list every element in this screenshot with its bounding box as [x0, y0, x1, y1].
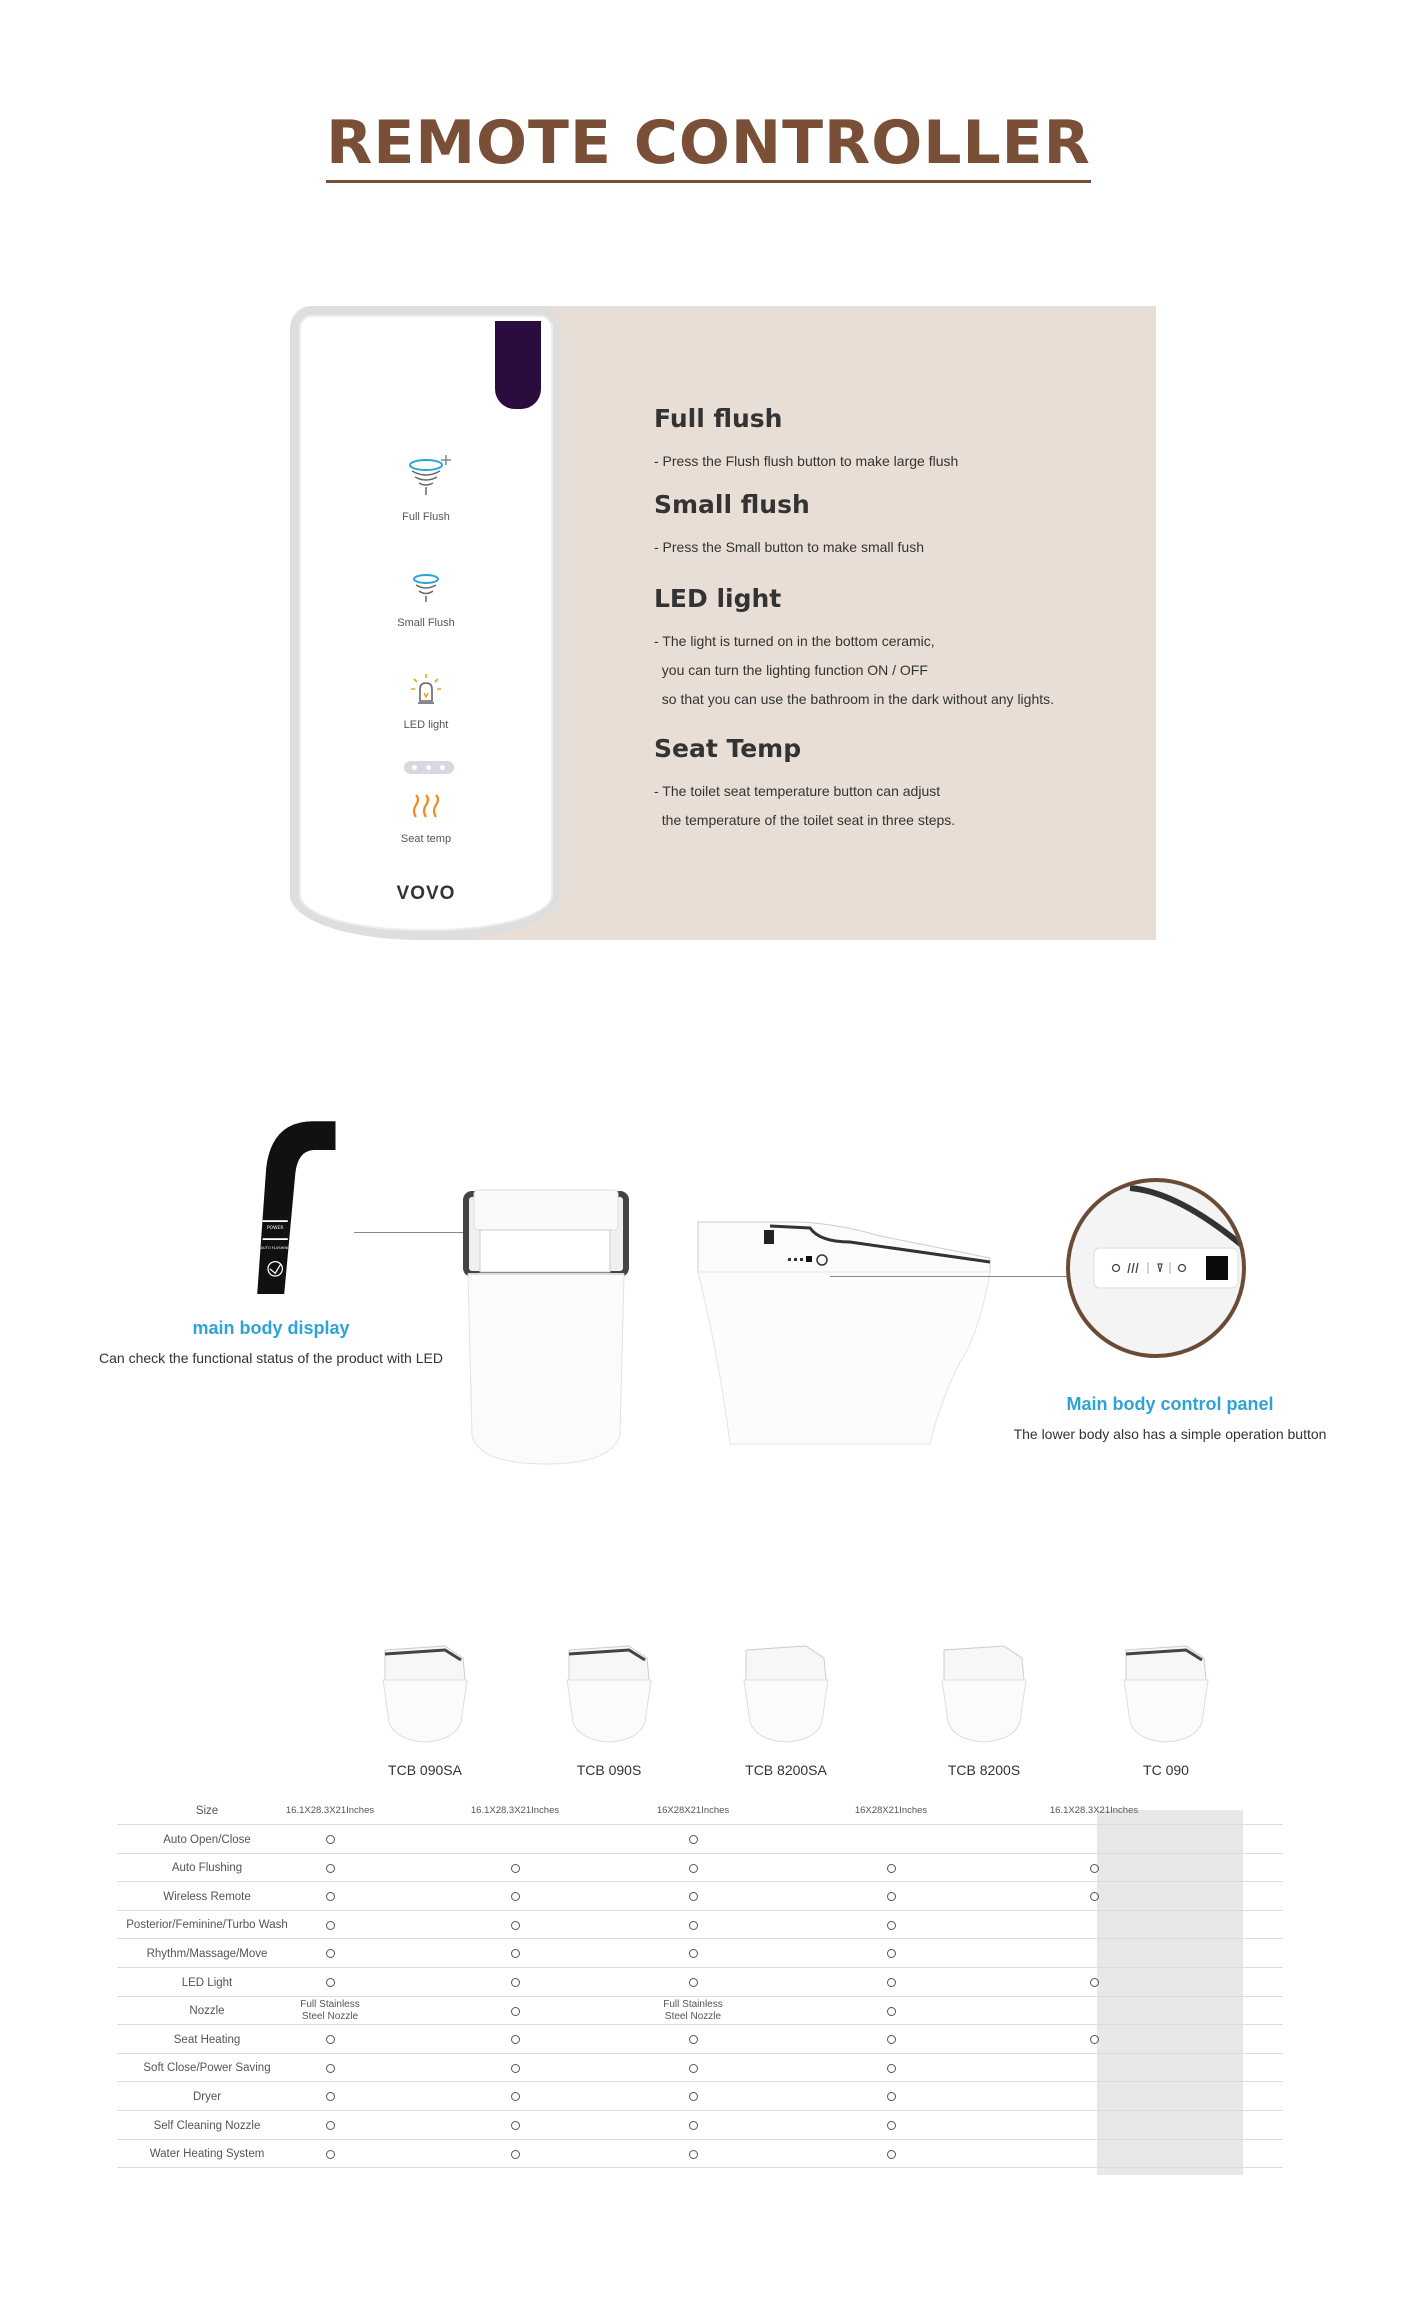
available-mark-icon — [511, 1949, 520, 1958]
remote-top-indicator — [495, 321, 541, 409]
table-row — [117, 2140, 1283, 2168]
available-mark-icon — [689, 2035, 698, 2044]
available-mark-icon — [326, 1978, 335, 1987]
table-row — [117, 1940, 1283, 1968]
control-panel-desc: The lower body also has a simple operation button — [1013, 1426, 1327, 1442]
table-row — [117, 2054, 1283, 2082]
small-flush-icon — [406, 571, 446, 605]
available-mark-icon — [326, 1864, 335, 1873]
product-name: TCB 090S — [576, 1762, 642, 1778]
table-row — [117, 2026, 1283, 2054]
table-cell — [806, 1969, 976, 1997]
feature-desc: - Press the Small button to make small fush — [654, 539, 924, 555]
table-cell — [1021, 2054, 1167, 2082]
feature-title: Small flush — [654, 490, 810, 519]
feature-desc: - The light is turned on in the bottom ceramic, you can turn the lighting function ON / OFF so that you can use the bathroom in the dark without any lights. — [654, 633, 1055, 707]
table-cell — [430, 1826, 600, 1854]
table-cell: Full Stainless Steel Nozzle — [663, 1999, 723, 2023]
table-cell: 16.1X28.3X21Inches — [1049, 1805, 1139, 1816]
available-mark-icon — [887, 2064, 896, 2073]
feature-title: Seat Temp — [654, 734, 802, 763]
table-cell — [245, 2054, 415, 2082]
table-cell — [608, 1911, 778, 1939]
led-light-icon — [406, 671, 446, 707]
row-label: LED Light — [181, 1976, 233, 1989]
remote-controller-image — [290, 306, 562, 940]
available-mark-icon — [326, 2035, 335, 2044]
available-mark-icon — [887, 1864, 896, 1873]
table-row — [117, 1854, 1283, 1882]
available-mark-icon — [689, 1835, 698, 1844]
available-mark-icon — [511, 2035, 520, 2044]
table-cell — [430, 1969, 600, 1997]
table-cell — [245, 2140, 415, 2168]
available-mark-icon — [887, 1892, 896, 1901]
available-mark-icon — [689, 1864, 698, 1873]
available-mark-icon — [1090, 2035, 1099, 2044]
available-mark-icon — [689, 1892, 698, 1901]
table-cell — [245, 1911, 415, 1939]
row-label: Water Heating System — [149, 2148, 265, 2161]
table-cell — [245, 1940, 415, 1968]
available-mark-icon — [511, 1921, 520, 1930]
table-cell — [245, 1826, 415, 1854]
table-cell — [1021, 1911, 1167, 1939]
available-mark-icon — [1090, 1864, 1099, 1873]
table-cell — [608, 1854, 778, 1882]
feature-full-flush — [654, 404, 958, 476]
available-mark-icon — [326, 2092, 335, 2101]
product-image — [706, 1640, 866, 1755]
table-cell — [1021, 1854, 1167, 1882]
feature-small-flush — [654, 490, 924, 562]
available-mark-icon — [887, 2092, 896, 2101]
feature-desc: - Press the Flush flush button to make large flush — [654, 453, 959, 469]
table-cell — [608, 1883, 778, 1911]
table-cell: 16.1X28.3X21Inches — [285, 1805, 375, 1816]
table-cell: 16X28X21Inches — [854, 1805, 928, 1816]
table-cell — [430, 2026, 600, 2054]
table-cell — [430, 1911, 600, 1939]
row-label: Wireless Remote — [163, 1890, 251, 1903]
product-name: TC 090 — [1143, 1762, 1189, 1778]
table-row — [117, 1911, 1283, 1939]
available-mark-icon — [887, 1921, 896, 1930]
available-mark-icon — [887, 2035, 896, 2044]
table-row — [117, 2112, 1283, 2140]
product-name: TCB 090SA — [388, 1762, 462, 1778]
available-mark-icon — [326, 1949, 335, 1958]
callout-line-panel — [830, 1276, 1076, 1277]
product-name: TCB 8200SA — [745, 1762, 827, 1778]
table-cell — [1021, 1826, 1167, 1854]
main-display-desc: Can check the functional status of the product with LED — [99, 1350, 443, 1366]
remote-led-light-button: LED light — [299, 671, 553, 733]
table-cell — [430, 2054, 600, 2082]
page-title: REMOTE CONTROLLER — [0, 108, 1417, 178]
table-cell — [430, 1854, 600, 1882]
available-mark-icon — [689, 1949, 698, 1958]
available-mark-icon — [689, 1978, 698, 1987]
remote-full-flush-button: Full Flush — [299, 455, 553, 525]
available-mark-icon — [689, 2121, 698, 2130]
remote-brand-logo: VOVO — [396, 883, 456, 904]
remote-seat-temp-button: Seat temp — [299, 793, 553, 847]
available-mark-icon — [887, 2121, 896, 2130]
toilet-front-image — [460, 1176, 640, 1466]
table-cell: Full Stainless Steel Nozzle — [300, 1999, 360, 2023]
table-cell — [806, 1826, 976, 1854]
available-mark-icon — [689, 1921, 698, 1930]
available-mark-icon — [887, 2007, 896, 2016]
table-cell — [608, 2140, 778, 2168]
table-cell: 16.1X28.3X21Inches — [470, 1805, 560, 1816]
available-mark-icon — [511, 2092, 520, 2101]
row-label: Soft Close/Power Saving — [143, 2062, 271, 2075]
row-label: Auto Open/Close — [163, 1833, 251, 1846]
table-cell — [608, 2054, 778, 2082]
full-flush-icon — [396, 455, 456, 499]
table-cell: 16X28X21Inches — [656, 1805, 730, 1816]
table-row — [117, 1969, 1283, 1997]
table-cell — [430, 2112, 600, 2140]
table-cell — [1021, 1940, 1167, 1968]
control-panel-title: Main body control panel — [1066, 1394, 1274, 1414]
table-cell — [245, 2026, 415, 2054]
callout-line-display — [354, 1232, 464, 1233]
feature-seat-temp — [654, 734, 955, 835]
row-label: Nozzle — [189, 2005, 225, 2018]
available-mark-icon — [511, 1978, 520, 1987]
main-body-display-strip — [250, 1108, 340, 1300]
available-mark-icon — [326, 1921, 335, 1930]
strip-auto-flushing-label: AUTO FLUSHING — [260, 1246, 290, 1250]
table-cell — [245, 2112, 415, 2140]
table-cell — [608, 1940, 778, 1968]
table-cell — [1021, 2083, 1167, 2111]
table-cell — [806, 1883, 976, 1911]
table-cell — [1021, 1969, 1167, 1997]
table-cell — [806, 2026, 976, 2054]
table-cell — [430, 1940, 600, 1968]
available-mark-icon — [511, 2150, 520, 2159]
row-label: Auto Flushing — [171, 1862, 243, 1875]
main-display-title: main body display — [192, 1318, 350, 1338]
table-cell — [245, 1883, 415, 1911]
available-mark-icon — [887, 1978, 896, 1987]
product-image — [345, 1640, 505, 1755]
table-row — [117, 1883, 1283, 1911]
available-mark-icon — [689, 2150, 698, 2159]
table-row — [117, 1797, 1283, 1825]
available-mark-icon — [887, 1949, 896, 1958]
feature-title: Full flush — [654, 404, 783, 433]
feature-title: LED light — [654, 584, 782, 613]
available-mark-icon — [1090, 1892, 1099, 1901]
table-cell — [608, 2112, 778, 2140]
available-mark-icon — [511, 2064, 520, 2073]
row-label: Size — [195, 1805, 219, 1817]
product-image — [529, 1640, 689, 1755]
table-cell — [430, 1997, 600, 2025]
seat-temp-icon — [406, 793, 446, 821]
table-cell — [245, 2083, 415, 2111]
table-cell — [245, 1969, 415, 1997]
available-mark-icon — [511, 1892, 520, 1901]
table-cell — [430, 1883, 600, 1911]
strip-power-label: POWER — [266, 1226, 284, 1232]
table-cell — [245, 1854, 415, 1882]
table-cell — [430, 2083, 600, 2111]
table-cell — [806, 2083, 976, 2111]
table-cell — [806, 1911, 976, 1939]
product-image — [1086, 1640, 1246, 1755]
row-label: Dryer — [192, 2091, 222, 2103]
temp-level-dots — [404, 761, 454, 774]
available-mark-icon — [689, 2092, 698, 2101]
row-label: Posterior/Feminine/Turbo Wash — [126, 1919, 288, 1932]
table-cell — [806, 2140, 976, 2168]
table-cell — [608, 2026, 778, 2054]
row-label: Seat Heating — [173, 2033, 241, 2046]
table-cell — [806, 2054, 976, 2082]
available-mark-icon — [326, 2150, 335, 2159]
available-mark-icon — [1090, 1978, 1099, 1987]
table-cell — [608, 2083, 778, 2111]
remote-small-flush-button: Small Flush — [299, 571, 553, 631]
available-mark-icon — [511, 2007, 520, 2016]
feature-led-light — [654, 584, 1054, 714]
available-mark-icon — [887, 2150, 896, 2159]
table-cell — [430, 2140, 600, 2168]
product-image — [904, 1640, 1064, 1755]
table-cell — [1021, 2140, 1167, 2168]
table-cell — [806, 1997, 976, 2025]
product-name: TCB 8200S — [947, 1762, 1021, 1778]
available-mark-icon — [511, 1864, 520, 1873]
panel-sensor-window — [1206, 1256, 1228, 1280]
table-cell — [1021, 2026, 1167, 2054]
available-mark-icon — [326, 2121, 335, 2130]
control-panel-zoom-circle — [1066, 1178, 1246, 1358]
available-mark-icon — [326, 2064, 335, 2073]
available-mark-icon — [326, 1835, 335, 1844]
table-cell — [806, 2112, 976, 2140]
table-cell — [1021, 2112, 1167, 2140]
row-label: Self Cleaning Nozzle — [153, 2119, 261, 2132]
available-mark-icon — [511, 2121, 520, 2130]
table-cell — [806, 1854, 976, 1882]
toilet-side-image — [690, 1212, 1010, 1456]
table-cell — [1021, 1997, 1167, 2025]
table-cell — [608, 1969, 778, 1997]
table-cell — [608, 1826, 778, 1854]
table-row — [117, 2083, 1283, 2111]
table-cell — [1021, 1883, 1167, 1911]
feature-desc: - The toilet seat temperature button can adjust the temperature of the toilet seat in three steps. — [654, 783, 956, 828]
table-row — [117, 1826, 1283, 1854]
table-cell — [806, 1940, 976, 1968]
available-mark-icon — [326, 1892, 335, 1901]
table-row — [117, 1997, 1283, 2025]
available-mark-icon — [689, 2064, 698, 2073]
row-label: Rhythm/Massage/Move — [146, 1948, 268, 1960]
